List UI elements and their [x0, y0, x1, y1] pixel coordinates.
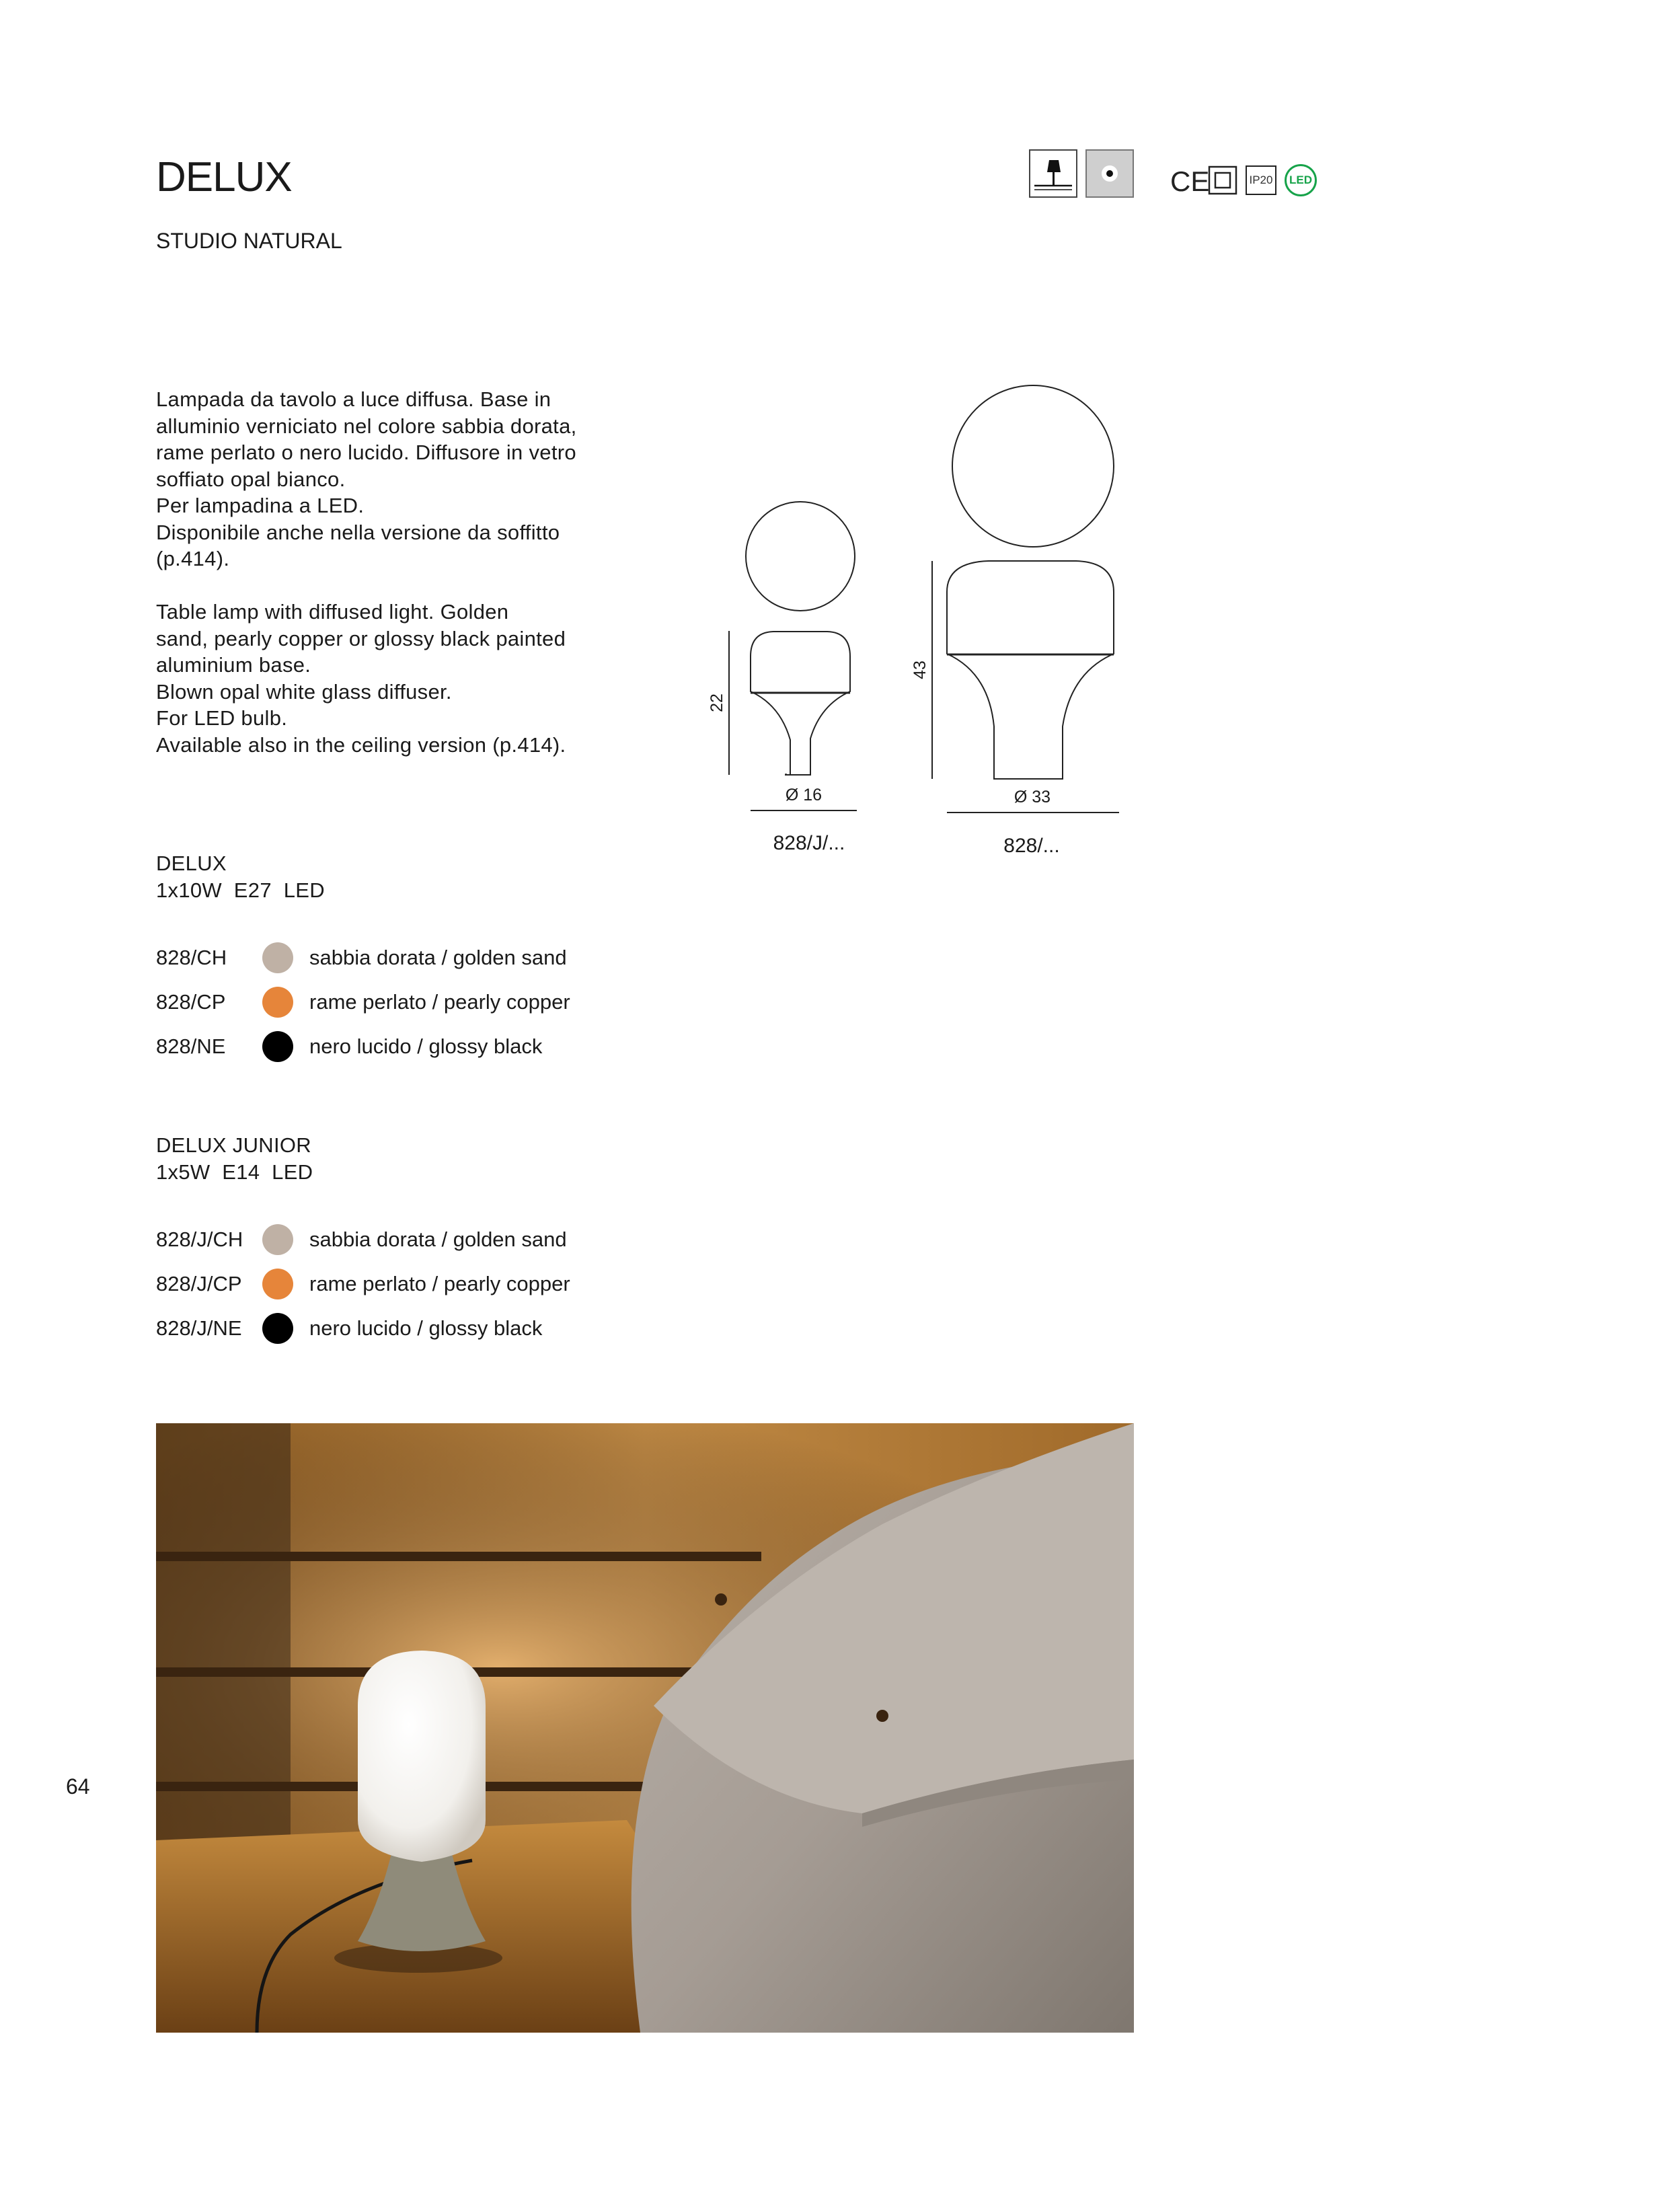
small-lamp-side-view — [751, 632, 850, 775]
description-line: soffiato opal bianco. — [156, 467, 346, 491]
large-height-label: 43 — [911, 661, 929, 679]
description-line: aluminium base. — [156, 653, 311, 677]
color-swatch — [262, 987, 293, 1018]
finish-code: 828/CP — [156, 990, 226, 1014]
large-lamp-top-view — [952, 385, 1114, 547]
finish-row — [156, 1224, 567, 1255]
color-swatch — [262, 1031, 293, 1062]
finish-code: 828/CH — [156, 946, 227, 969]
technical-drawing — [673, 363, 1143, 874]
finish-label: rame perlato / pearly copper — [309, 990, 570, 1014]
finish-label: nero lucido / glossy black — [309, 1034, 543, 1058]
description-line: For LED bulb. — [156, 706, 288, 730]
finish-label: rame perlato / pearly copper — [309, 1272, 570, 1295]
finish-row — [156, 1269, 570, 1299]
description-line: (p.414). — [156, 547, 230, 570]
led-icon: LED — [1285, 164, 1317, 196]
large-lamp-side-view — [947, 561, 1114, 779]
description-line: alluminio verniciato nel colore sabbia dorata, — [156, 414, 577, 438]
variant-name: DELUX JUNIOR — [156, 1133, 311, 1157]
page-number: 64 — [66, 1774, 90, 1799]
finish-code: 828/J/CH — [156, 1228, 243, 1251]
description-line: Per lampadina a LED. — [156, 494, 365, 517]
description-english — [156, 599, 654, 758]
description-line: Table lamp with diffused light. Golden — [156, 600, 509, 624]
finish-label: sabbia dorata / golden sand — [309, 946, 567, 969]
small-diameter-label: Ø 16 — [785, 786, 823, 804]
large-diameter-label: Ø 33 — [1014, 788, 1051, 806]
finish-label: sabbia dorata / golden sand — [309, 1228, 567, 1251]
color-swatch — [262, 1313, 293, 1344]
finish-row — [156, 1313, 542, 1344]
downlight-icon — [1085, 149, 1134, 198]
color-swatch — [262, 942, 293, 973]
ip20-icon: IP20 — [1246, 165, 1276, 195]
description-line: Blown opal white glass diffuser. — [156, 679, 452, 704]
finish-row — [156, 987, 570, 1018]
color-swatch — [262, 1269, 293, 1299]
description-italian — [156, 386, 654, 572]
double-insulation-icon — [1208, 165, 1237, 195]
variant-header — [156, 850, 325, 904]
description-line: sand, pearly copper or glossy black painted — [156, 626, 566, 650]
table-lamp-icon — [1029, 149, 1077, 198]
ce-mark-icon — [1170, 165, 1210, 197]
variant-header — [156, 1132, 313, 1186]
variant-name: DELUX — [156, 852, 227, 875]
finish-label: nero lucido / glossy black — [309, 1316, 543, 1340]
small-code-label: 828/J/... — [773, 832, 845, 854]
designer-subtitle: STUDIO NATURAL — [156, 229, 342, 253]
description-line: Available also in the ceiling version (p.414). — [156, 732, 566, 757]
variant-spec: 1x5W E14 LED — [156, 1160, 313, 1184]
product-photo — [156, 1423, 1134, 2033]
finish-row — [156, 1031, 542, 1062]
large-code-label: 828/... — [1003, 835, 1060, 857]
description-line: rame perlato o nero lucido. Diffusore in vetro — [156, 441, 576, 464]
variant-spec: 1x10W E27 LED — [156, 878, 325, 902]
description-line: Disponibile anche nella versione da soffitto — [156, 520, 560, 544]
finish-code: 828/J/NE — [156, 1316, 242, 1340]
finish-row — [156, 942, 567, 973]
small-lamp-top-view — [746, 502, 855, 611]
description-line: Lampada da tavolo a luce diffusa. Base in — [156, 387, 551, 411]
finish-code: 828/NE — [156, 1034, 226, 1058]
color-swatch — [262, 1224, 293, 1255]
small-height-label: 22 — [708, 693, 726, 712]
page-title: DELUX — [156, 154, 292, 200]
svg-text:CE: CE — [1170, 165, 1210, 197]
finish-code: 828/J/CP — [156, 1272, 242, 1295]
